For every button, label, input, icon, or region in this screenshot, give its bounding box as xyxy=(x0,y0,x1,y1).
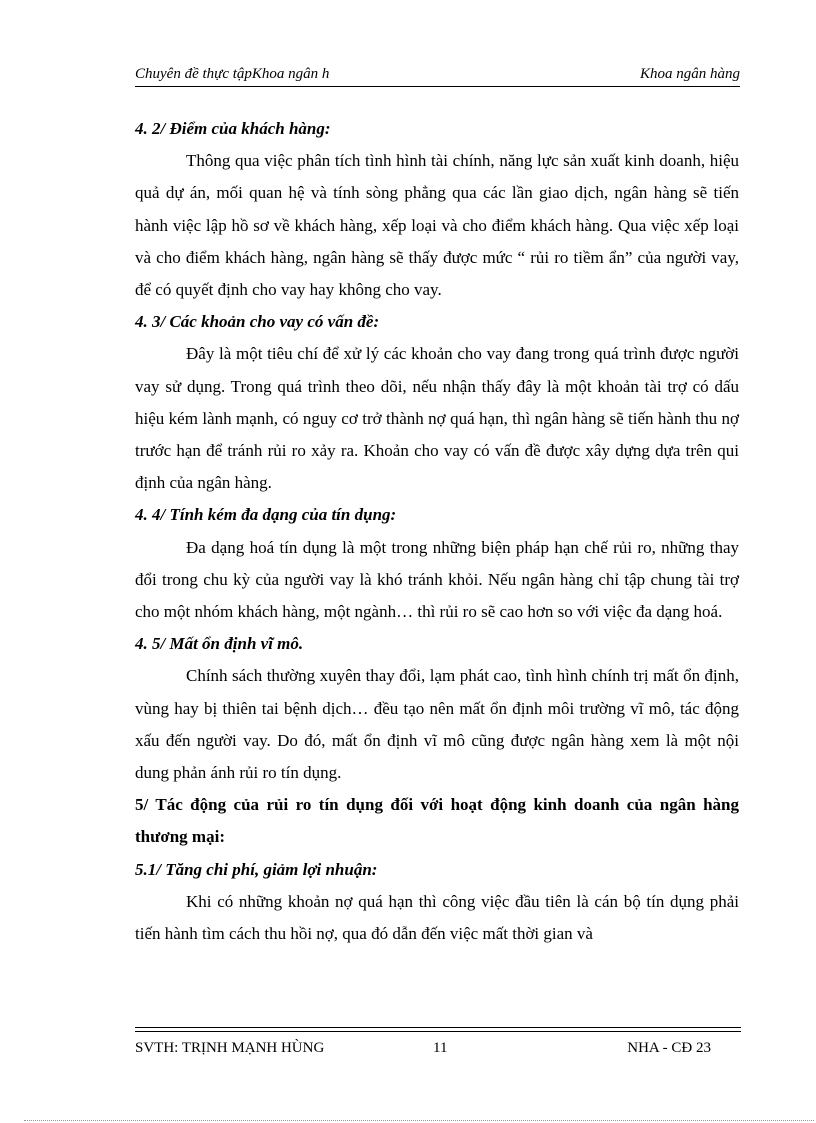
section-paragraph-5-1: Khi có những khoản nợ quá hạn thì công việc đầu tiên là cán bộ tín dụng phải tiến hành tìm cách thu hồi nợ, qua đó dẫn đến việc mất thời gian và xyxy=(135,891,739,944)
page-number: 11 xyxy=(433,1040,448,1056)
section-heading-5: 5/ Tác động của rủi ro tín dụng đối với hoạt động kinh doanh của ngân hàng thương mại: xyxy=(135,795,739,847)
page-footer xyxy=(135,1040,741,1064)
section-heading-4-4: 4. 4/ Tính kém đa dạng của tín dụng: xyxy=(135,505,397,525)
section-heading-4-2: 4. 2/ Điểm của khách hàng: xyxy=(135,119,331,138)
section-paragraph-4-4: Đa dạng hoá tín dụng là một trong những biện pháp hạn chế rủi ro, những thay đổi trong chu kỳ của người vay là khó tránh khỏi. Nếu ngân hàng chỉ tập chung tài trợ cho một nhóm khách hàng, một ngành… thì rủi ro sẽ cao hơn so với việc đa dạng hoá. xyxy=(135,537,739,622)
footer-author: SVTH: TRỊNH MẠNH HÙNG xyxy=(135,1040,325,1056)
header-left-text: Chuyên đề thực tậpKhoa ngân h xyxy=(135,66,330,82)
section-paragraph-4-3: Đây là một tiêu chí để xử lý các khoản cho vay đang trong quá trình được người vay sử dụng. Trong quá trình theo dõi, nếu nhận thấy đây là một khoản tài trợ có dấu hiệu kém lành mạnh, có nguy cơ trở thành nợ quá hạn, thì ngân hàng sẽ tiến hành thu nợ trước hạn để tránh rủi ro xảy ra. Khoản cho vay có vấn đề được xây dựng dựa trên qui định của ngân hàng. xyxy=(135,344,739,493)
page-bottom-dotted-line xyxy=(24,1120,814,1121)
section-heading-4-5: 4. 5/ Mất ổn định vĩ mô. xyxy=(135,634,304,654)
section-paragraph-4-5: Chính sách thường xuyên thay đổi, lạm phát cao, tình hình chính trị mất ổn định, vùng hay bị thiên tai bệnh dịch… đều tạo nên mất ổn định môi trường vĩ mô, tác động xấu đến người vay. Do đó, mất ổn định vĩ mô cũng được ngân hàng xem là một nội dung phản ánh rủi ro tín dụng. xyxy=(135,666,739,783)
section-paragraph-4-2: Thông qua việc phân tích tình hình tài chính, năng lực sản xuất kinh doanh, hiệu quả dự án, mối quan hệ và tính sòng phẳng qua các lần giao dịch, ngân hàng sẽ tiến hành việc lập hồ sơ về khách hàng, xếp loại và cho điểm khách hàng. Qua việc xếp loại và cho điểm khách hàng, ngân hàng sẽ thấy được mức “ rủi ro tiềm ẩn” của người vay, để có quyết định cho vay hay không cho vay. xyxy=(135,151,739,300)
section-heading-5-1: 5.1/ Tăng chi phí, giảm lợi nhuận: xyxy=(135,859,378,879)
page-header xyxy=(135,64,740,87)
header-right-text: Khoa ngân hàng xyxy=(639,66,740,82)
section-heading-4-3: 4. 3/ Các khoản cho vay có vấn đề: xyxy=(135,312,380,332)
document-body xyxy=(135,113,739,950)
footer-class: NHA - CĐ 23 xyxy=(627,1040,711,1056)
footer-divider xyxy=(135,1027,741,1032)
